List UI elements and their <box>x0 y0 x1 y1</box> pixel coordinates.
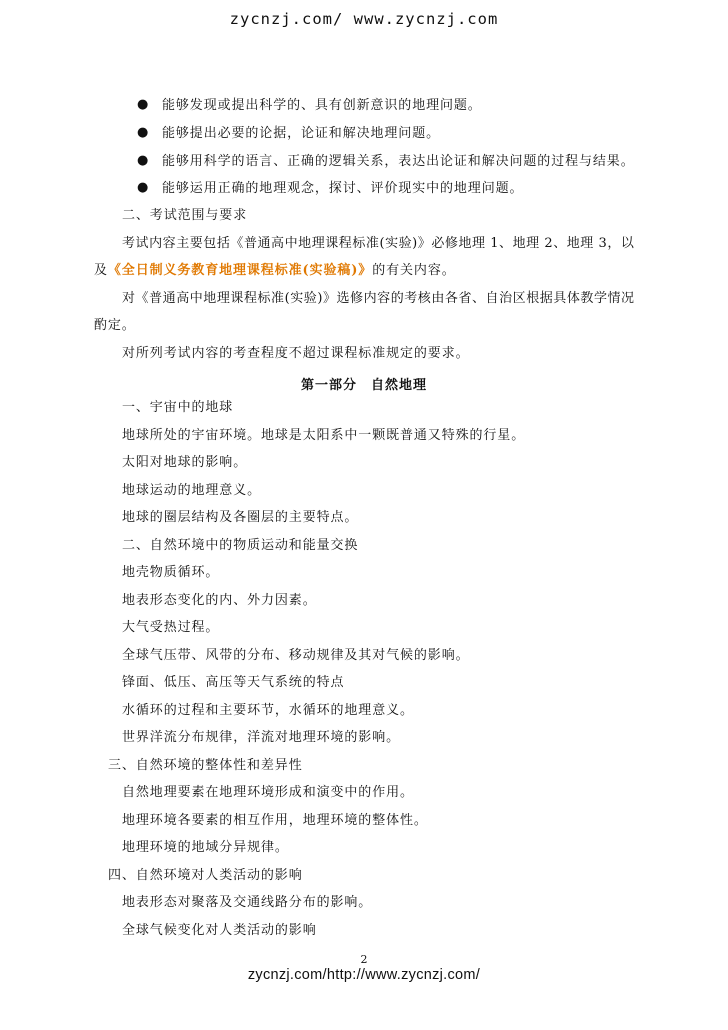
page-header: zycnzj.com/ www.zycnzj.com <box>229 10 499 28</box>
section-heading: 一、宇宙中的地球 <box>122 400 234 415</box>
list-item: 地球的圈层结构及各圈层的主要特点。 <box>122 510 359 525</box>
list-item: 太阳对地球的影响。 <box>122 455 248 470</box>
bullet-icon: ● <box>137 153 149 168</box>
list-item: 自然地理要素在地理环境形成和演变中的作用。 <box>122 785 414 800</box>
bullet-icon: ● <box>137 125 149 140</box>
part-title: 第一部分 自然地理 <box>300 378 427 393</box>
list-item: 地球运动的地理意义。 <box>122 483 262 498</box>
paragraph-line: 考试内容主要包括《普通高中地理课程标准(实验)》必修地理 1、地理 2、地理 3，以 <box>122 236 635 251</box>
paragraph-prefix: 及 <box>94 263 108 278</box>
bullet-text: 能够用科学的语言、正确的逻辑关系，表达出论证和解决问题的过程与结果。 <box>162 154 635 169</box>
section-heading: 二、自然环境中的物质运动和能量交换 <box>122 538 359 553</box>
paragraph-line <box>94 264 456 277</box>
paragraph-suffix: 的有关内容。 <box>372 263 456 278</box>
bullet-icon: ● <box>137 97 149 112</box>
list-item: 大气受热过程。 <box>122 620 220 635</box>
list-item: 地球所处的宇宙环境。地球是太阳系中一颗既普通又特殊的行星。 <box>122 428 526 443</box>
list-item: 全球气候变化对人类活动的影响 <box>122 923 317 938</box>
bullet-text: 能够运用正确的地理观念，探讨、评价现实中的地理问题。 <box>162 181 524 196</box>
section-heading: 二、考试范围与要求 <box>122 208 248 223</box>
list-item: 世界洋流分布规律，洋流对地理环境的影响。 <box>122 730 401 745</box>
bullet-icon: ● <box>137 180 149 195</box>
list-item: 地理环境各要素的相互作用，地理环境的整体性。 <box>122 813 428 828</box>
list-item: 锋面、低压、高压等天气系统的特点 <box>122 675 345 690</box>
list-item: 水循环的过程和主要环节，水循环的地理意义。 <box>122 703 414 718</box>
list-item: 全球气压带、风带的分布、移动规律及其对气候的影响。 <box>122 648 470 663</box>
paragraph-line: 酌定。 <box>94 318 136 333</box>
section-heading: 四、自然环境对人类活动的影响 <box>108 868 303 883</box>
list-item: 地表形态变化的内、外力因素。 <box>122 593 317 608</box>
list-item: 地理环境的地域分异规律。 <box>122 840 289 855</box>
list-item: 地表形态对聚落及交通线路分布的影响。 <box>122 895 373 910</box>
page-footer: zycnzj.com/http://www.zycnzj.com/ <box>247 967 481 983</box>
paragraph-line: 对所列考试内容的考查程度不超过课程标准规定的要求。 <box>122 346 470 361</box>
section-heading: 三、自然环境的整体性和差异性 <box>108 758 303 773</box>
bullet-text: 能够提出必要的论据，论证和解决地理问题。 <box>162 126 441 141</box>
highlighted-standard-title: 《全日制义务教育地理课程标准(实验稿)》 <box>107 263 373 278</box>
list-item: 地壳物质循环。 <box>122 565 220 580</box>
bullet-text: 能够发现或提出科学的、具有创新意识的地理问题。 <box>162 98 482 113</box>
paragraph-line: 对《普通高中地理课程标准(实验)》选修内容的考核由各省、自治区根据具体教学情况 <box>122 291 635 306</box>
page-number: 2 <box>360 953 368 966</box>
